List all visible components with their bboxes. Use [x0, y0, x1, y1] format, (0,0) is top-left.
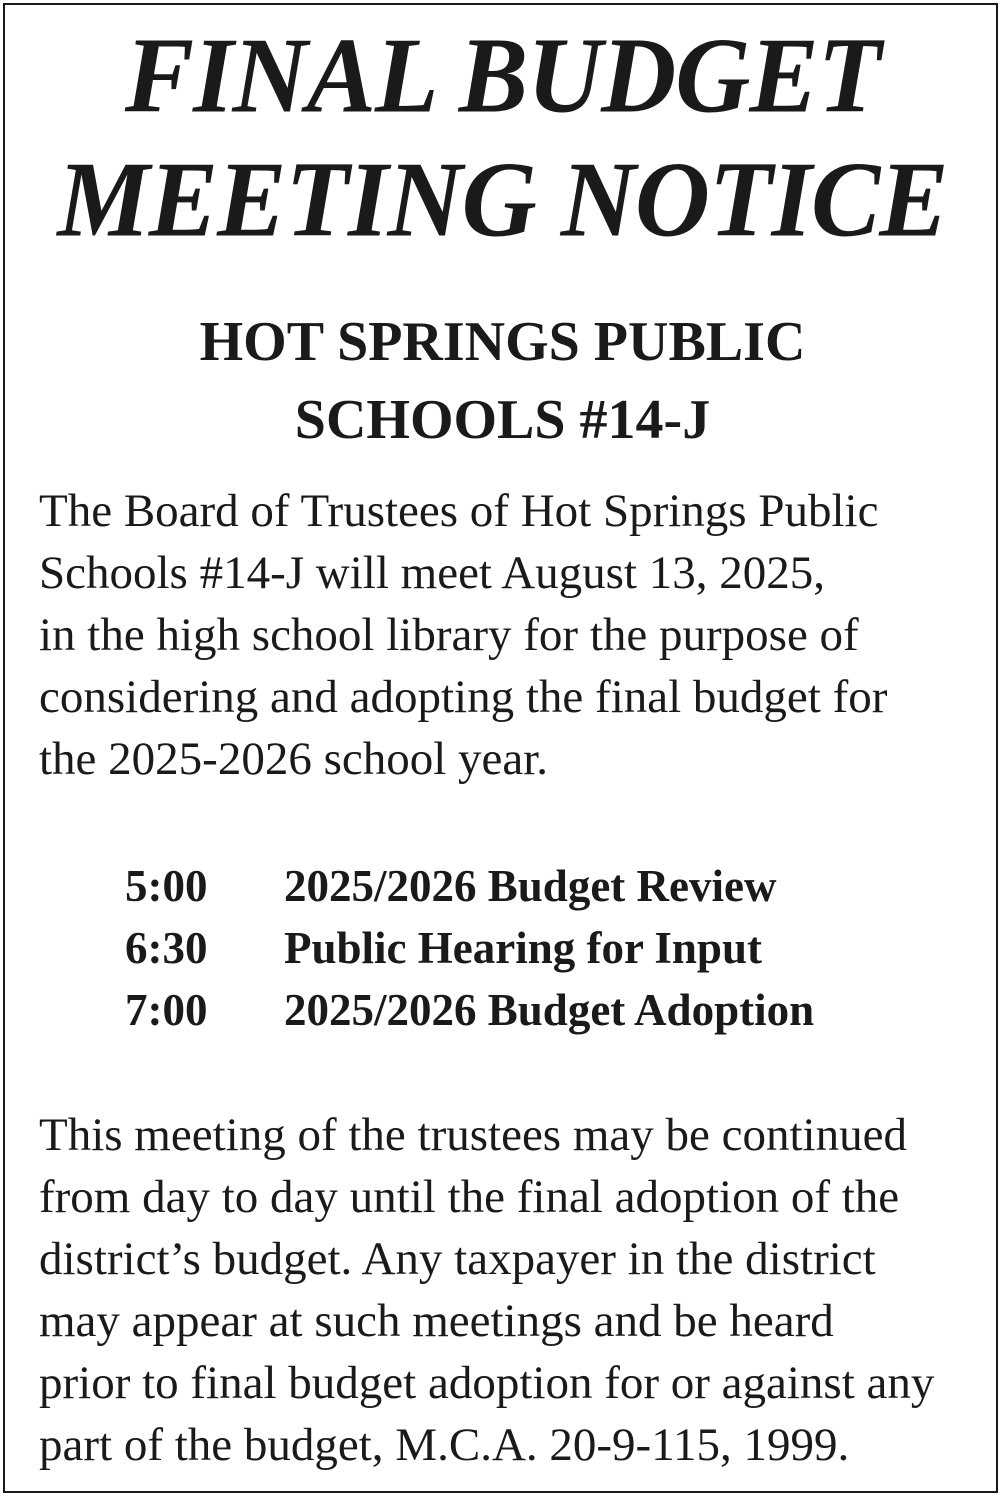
closing-line: may appear at such meetings and be heard — [39, 1295, 834, 1347]
agenda-item: 2025/2026 Budget Review — [284, 861, 777, 911]
closing-line: part of the budget, M.C.A. 20-9-115, 1999. — [39, 1419, 850, 1471]
notice-title-line-2: MEETING NOTICE — [57, 139, 948, 260]
closing-line: This meeting of the trustees may be continued — [39, 1109, 907, 1161]
closing-line: district’s budget. Any taxpayer in the district — [39, 1233, 876, 1285]
district-name-line-2: SCHOOLS #14-J — [294, 389, 711, 451]
agenda-item: Public Hearing for Input — [284, 923, 762, 973]
notice-title-line-1: FINAL BUDGET — [124, 15, 881, 136]
agenda-time: 6:30 — [125, 923, 208, 973]
intro-line: considering and adopting the final budget for — [39, 671, 888, 723]
district-name-line-1: HOT SPRINGS PUBLIC — [199, 311, 806, 373]
closing-line: prior to final budget adoption for or against any — [39, 1357, 935, 1409]
closing-paragraph — [39, 1104, 979, 1476]
intro-line: in the high school library for the purpose of — [39, 609, 859, 661]
agenda-row — [125, 922, 985, 984]
intro-line: the 2025-2026 school year. — [39, 733, 549, 785]
agenda-row — [125, 984, 985, 1046]
agenda-item: 2025/2026 Budget Adoption — [284, 985, 815, 1035]
closing-line: from day to day until the final adoption of the — [39, 1171, 900, 1223]
agenda-time: 7:00 — [125, 985, 208, 1035]
agenda-list — [125, 860, 985, 1046]
agenda-row — [125, 860, 985, 922]
intro-paragraph — [39, 480, 979, 790]
intro-line: Schools #14-J will meet August 13, 2025, — [39, 547, 825, 599]
intro-line: The Board of Trustees of Hot Springs Public — [39, 485, 879, 537]
agenda-time: 5:00 — [125, 861, 208, 911]
